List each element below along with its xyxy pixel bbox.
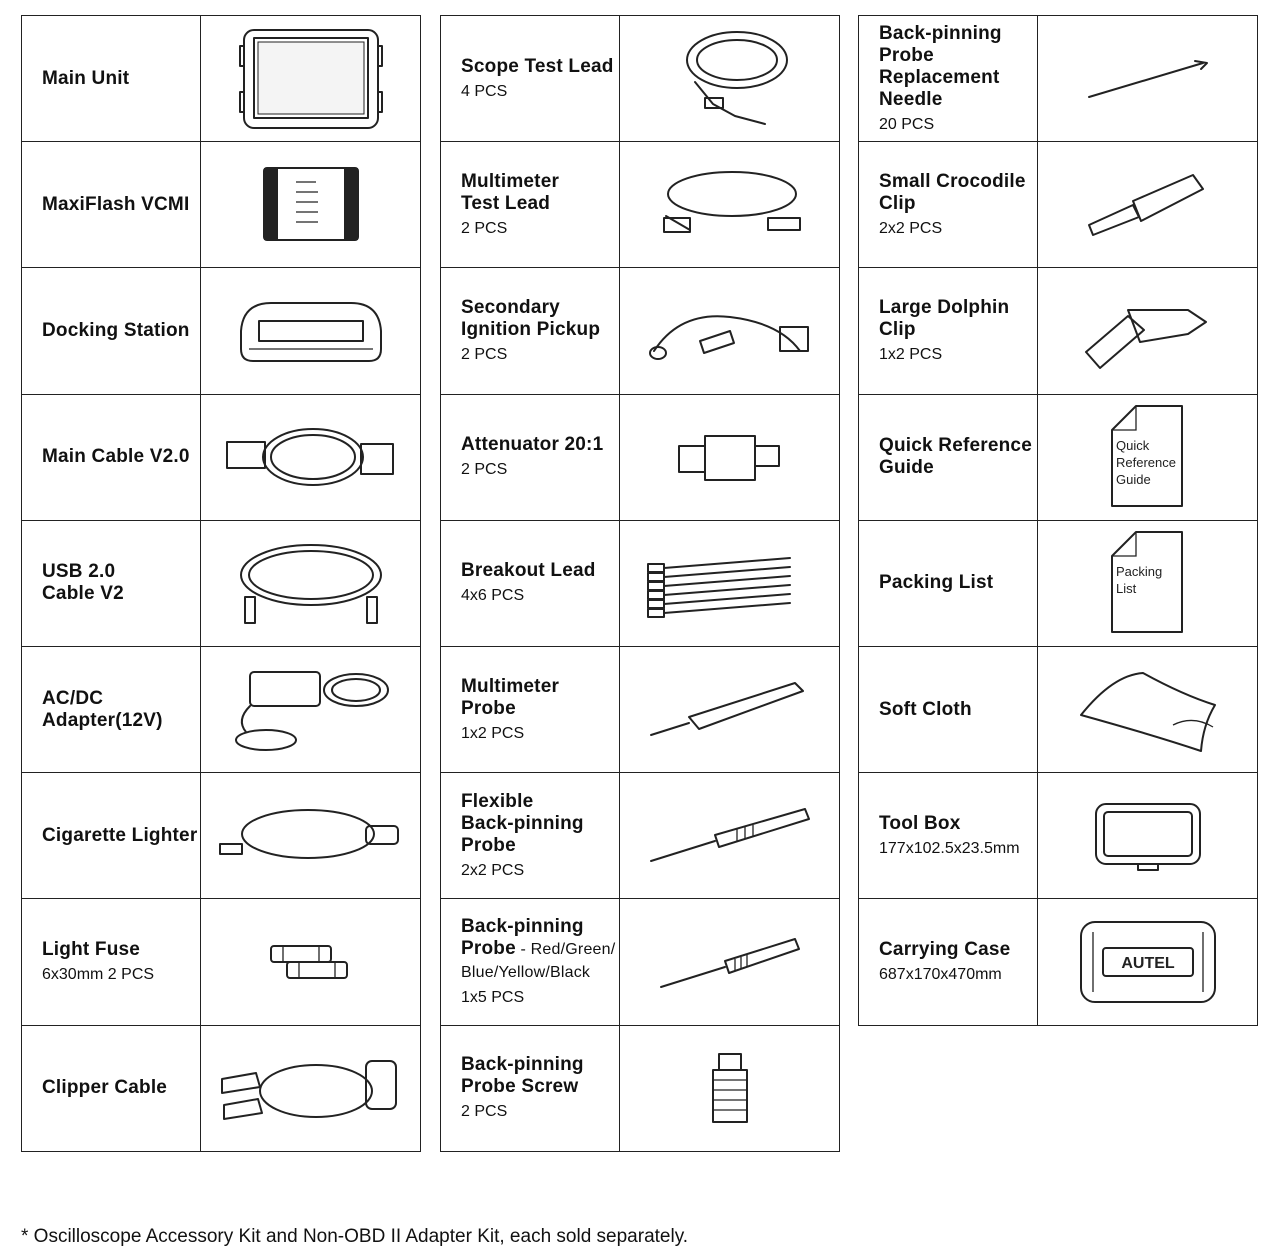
accessory-row [858,898,1258,1025]
accessory-name: MaxiFlash VCMI [42,193,190,215]
accessory-row [21,15,421,142]
accessory-label-cell [441,1026,620,1151]
accessory-label-cell [441,521,620,646]
main-cable-icon [201,395,420,520]
accessory-quantity: 687x170x470mm [879,965,1002,983]
accessory-label-cell [859,268,1038,393]
accessory-row [440,772,840,899]
accessory-row [21,646,421,773]
accessory-row [858,141,1258,268]
accessory-quantity: 6x30mm 2 PCS [42,965,155,983]
accessory-row [440,394,840,521]
accessory-label-cell [22,773,201,898]
test-lead-icon [620,142,839,267]
accessory-name: Flexible Back-pinning Probe [461,790,584,856]
accessory-quantity: 2 PCS [461,1103,508,1121]
document-icon [1038,521,1257,646]
accessory-label-cell [441,142,620,267]
cigarette-lighter-icon [201,773,420,898]
accessory-quantity: 2 PCS [461,345,508,363]
accessory-label-cell [859,773,1038,898]
back-pinning-probe-icon [620,899,839,1024]
accessory-quantity: 1x5 PCS [461,988,525,1006]
accessory-row [21,898,421,1025]
accessory-name: Clipper Cable [42,1077,168,1099]
svg-text:AUTEL: AUTEL [1120,954,1175,972]
accessory-label-cell [441,395,620,520]
accessory-quantity: 20 PCS [879,115,935,133]
carrying-case-icon [1038,899,1257,1024]
document-icon [1038,395,1257,520]
accessory-row [858,394,1258,521]
accessory-row [21,520,421,647]
usb-cable-icon [201,521,420,646]
accessory-name: Tool Box [879,812,961,834]
accessory-row [21,267,421,394]
accessory-name: Main Cable V2.0 [42,446,190,468]
accessory-quantity: 2 PCS [461,461,508,479]
accessory-label-cell [859,142,1038,267]
accessory-label-cell [441,899,620,1024]
svg-text:QuickReferenceGuide: Quick Reference Guide [1115,438,1176,488]
accessory-label-cell [441,647,620,772]
accessory-quantity: 2x2 PCS [461,861,525,879]
accessory-label-cell [22,395,201,520]
accessory-name: Back-pinning Probe - Red/Green/ Blue/Yellow/Black [461,915,616,981]
accessory-label-cell [22,647,201,772]
attenuator-icon [620,395,839,520]
docking-station-icon [201,268,420,393]
accessory-column-1 [21,15,421,1152]
accessory-label-cell [859,16,1038,141]
accessory-row [858,772,1258,899]
accessory-name: Cigarette Lighter [42,824,198,846]
accessory-label-cell [441,16,620,141]
accessory-quantity: 177x102.5x23.5mm [879,839,1020,857]
accessory-label-cell [859,521,1038,646]
accessory-row [440,520,840,647]
footnote: * Oscilloscope Accessory Kit and Non-OBD II Adapter Kit, each sold separately. [21,1226,689,1247]
power-adapter-icon [201,647,420,772]
accessory-name: Scope Test Lead [461,55,614,77]
accessory-row [440,646,840,773]
accessory-label-cell [22,16,201,141]
accessory-label-cell [859,899,1038,1024]
accessory-row [858,267,1258,394]
accessory-name: Back-pinning Probe Screw [461,1054,584,1098]
accessory-name-note: - Red/Green/ Blue/Yellow/Black [461,940,616,981]
multimeter-probe-icon [620,647,839,772]
accessory-name: Packing List [879,572,994,594]
tablet-icon [201,16,420,141]
clipper-cable-icon [201,1026,420,1151]
accessory-row [21,141,421,268]
accessory-label-cell [22,521,201,646]
flexible-probe-icon [620,773,839,898]
accessory-name: Small Crocodile Clip [879,170,1026,214]
vci-box-icon [201,142,420,267]
accessory-name: Secondary Ignition Pickup [461,296,601,340]
accessory-quantity: 1x2 PCS [879,345,943,363]
breakout-lead-icon [620,521,839,646]
accessory-column-2 [440,15,840,1152]
accessory-row [21,1025,421,1152]
accessory-row [858,520,1258,647]
ignition-pickup-icon [620,268,839,393]
tool-box-icon [1038,773,1257,898]
svg-text:PackingList: Packing List [1115,564,1162,597]
accessory-row [21,394,421,521]
accessory-label-cell [22,899,201,1024]
accessory-label-cell [859,647,1038,772]
accessory-row [858,646,1258,773]
accessory-label-cell [859,395,1038,520]
accessory-row [440,141,840,268]
accessory-quantity: 2x2 PCS [879,219,943,237]
accessory-name: Carrying Case [879,938,1011,960]
accessory-quantity: 2 PCS [461,219,508,237]
accessory-name: Multimeter Probe [461,675,560,719]
scope-lead-icon [620,16,839,141]
accessory-row [21,772,421,899]
fuse-icon [201,899,420,1024]
accessory-label-cell [22,268,201,393]
accessory-row [440,1025,840,1152]
crocodile-clip-icon [1038,142,1257,267]
accessory-row [440,267,840,394]
accessory-name: Quick Reference Guide [879,435,1032,479]
accessory-column-3 [858,15,1258,1026]
cloth-icon [1038,647,1257,772]
accessory-row [440,898,840,1025]
accessory-quantity: 1x2 PCS [461,724,525,742]
accessory-label-cell [441,268,620,393]
accessory-row [858,15,1258,142]
accessory-name: Main Unit [42,67,130,89]
dolphin-clip-icon [1038,268,1257,393]
accessory-name: Large Dolphin Clip [879,296,1010,340]
accessory-name: AC/DC Adapter(12V) [42,687,163,731]
probe-screw-icon [620,1026,839,1151]
accessory-name: USB 2.0 Cable V2 [42,561,124,605]
accessory-name: Docking Station [42,319,190,341]
accessory-label-cell [22,142,201,267]
accessory-label-cell [441,773,620,898]
accessory-name: Multimeter Test Lead [461,170,560,214]
accessory-label-cell [22,1026,201,1151]
accessory-quantity: 4 PCS [461,82,508,100]
accessory-row [440,15,840,142]
accessory-quantity: 4x6 PCS [461,587,525,605]
accessory-name: Attenuator 20:1 [461,434,604,456]
accessory-name: Light Fuse [42,938,141,960]
accessory-name: Soft Cloth [879,698,972,720]
needle-icon [1038,16,1257,141]
accessory-name: Breakout Lead [461,560,596,582]
accessory-name: Back-pinning Probe Replacement Needle [879,22,1002,110]
